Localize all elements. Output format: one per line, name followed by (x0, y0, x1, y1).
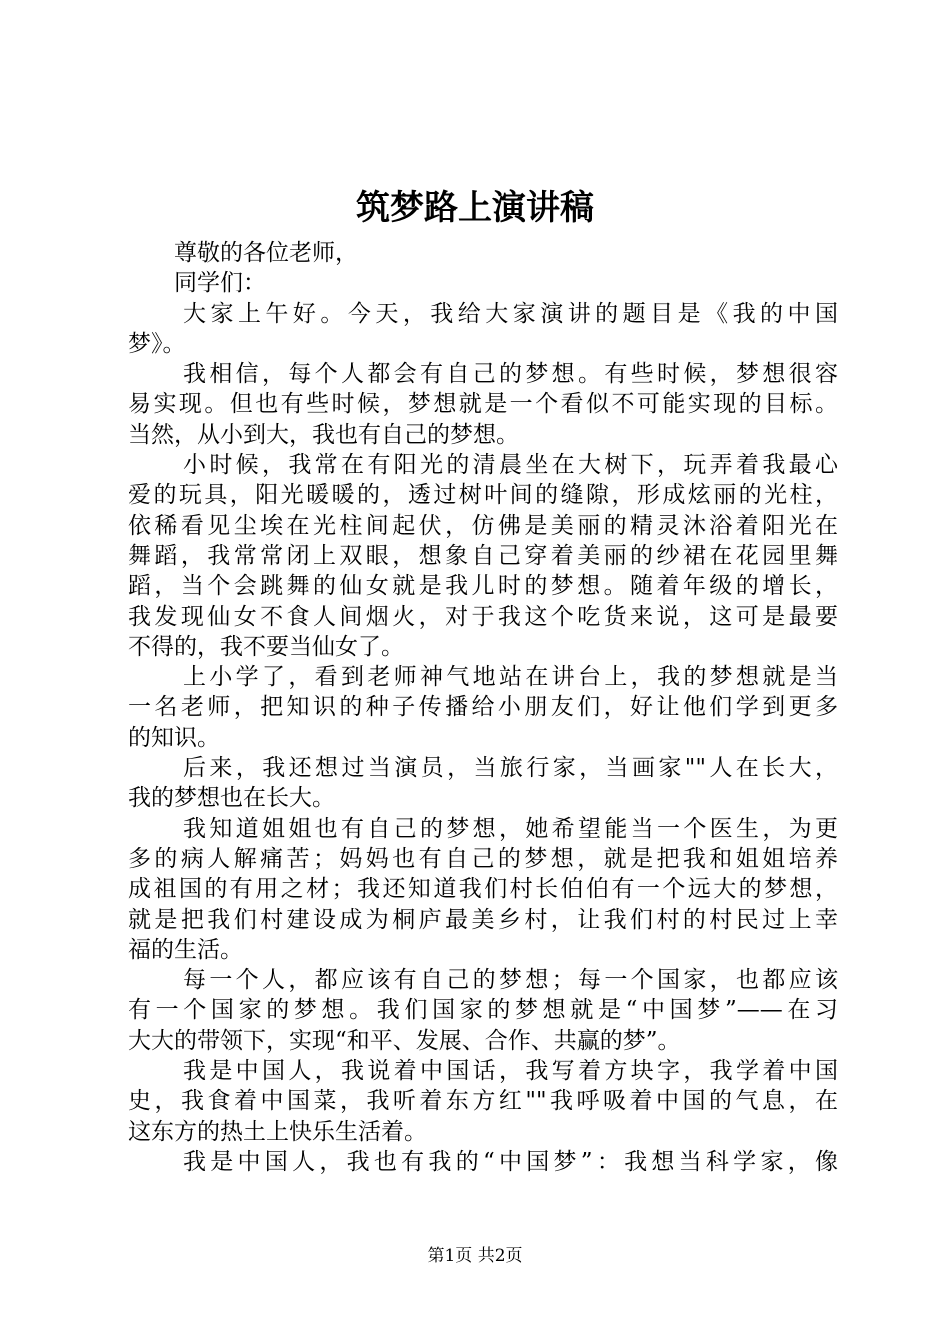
text-line: 梦》。 (128, 330, 186, 357)
text-line: 我的梦想也在长大。 (128, 785, 335, 812)
text-line: 成祖国的有用之材；我还知道我们村长伯伯有一个远大的梦想， (128, 876, 838, 903)
text-line: 我发现仙女不食人间烟火，对于我这个吃货来说，这可是最要 (128, 603, 838, 630)
text-line: 我知道姐姐也有自己的梦想，她希望能当一个医生，为更 (183, 815, 838, 842)
text-line: 我相信，每个人都会有自己的梦想。有些时候，梦想很容 (183, 361, 838, 388)
text-line: 多的病人解痛苦；妈妈也有自己的梦想，就是把我和姐姐培养 (128, 845, 838, 872)
page-footer: 第1页 共2页 (427, 1246, 523, 1266)
text-line: 福的生活。 (128, 936, 243, 963)
text-line: 蹈，当个会跳舞的仙女就是我儿时的梦想。随着年级的增长， (128, 573, 838, 600)
text-line: 后来，我还想过当演员，当旅行家，当画家""人在长大， (183, 755, 838, 782)
text-line: 我是中国人，我也有我的“中国梦”：我想当科学家，像 (183, 1148, 838, 1175)
text-line: 同学们： (174, 270, 266, 297)
text-line: 不得的，我不要当仙女了。 (128, 633, 404, 660)
text-line: 依稀看见尘埃在光柱间起伏，仿佛是美丽的精灵沐浴着阳光在 (128, 512, 838, 539)
text-line: 大家上午好。今天，我给大家演讲的题目是《我的中国 (183, 300, 838, 327)
text-line: 易实现。但也有些时候，梦想就是一个看似不可能实现的目标。 (128, 391, 838, 418)
text-line: 我是中国人，我说着中国话，我写着方块字，我学着中国 (183, 1058, 838, 1085)
text-line: 史，我食着中国菜，我听着东方红""我呼吸着中国的气息，在 (128, 1088, 838, 1115)
text-line: 尊敬的各位老师， (174, 240, 358, 266)
text-line: 爱的玩具，阳光暖暖的，透过树叶间的缝隙，形成炫丽的光柱， (128, 482, 838, 509)
text-line: 舞蹈，我常常闭上双眼，想象自己穿着美丽的纱裙在花园里舞 (128, 542, 838, 569)
text-line: 这东方的热土上快乐生活着。 (128, 1118, 427, 1145)
text-line: 当然，从小到大，我也有自己的梦想。 (128, 421, 519, 448)
text-line: 大大的带领下，实现“和平、发展、合作、共赢的梦”。 (128, 1027, 681, 1054)
text-line: 每一个人，都应该有自己的梦想；每一个国家，也都应该 (183, 967, 838, 994)
text-line: 一名老师，把知识的种子传播给小朋友们，好让他们学到更多 (128, 694, 838, 721)
document-body (128, 238, 838, 1177)
document-title: 筑梦路上演讲稿 (356, 188, 594, 228)
text-line: 上小学了，看到老师神气地站在讲台上，我的梦想就是当 (183, 664, 838, 691)
text-line: 就是把我们村建设成为桐庐最美乡村，让我们村的村民过上幸 (128, 906, 838, 933)
text-line: 有一个国家的梦想。我们国家的梦想就是“中国梦”——在习 (128, 997, 838, 1024)
text-line: 小时候，我常在有阳光的清晨坐在大树下，玩弄着我最心 (183, 452, 838, 479)
text-line: 的知识。 (128, 724, 220, 751)
